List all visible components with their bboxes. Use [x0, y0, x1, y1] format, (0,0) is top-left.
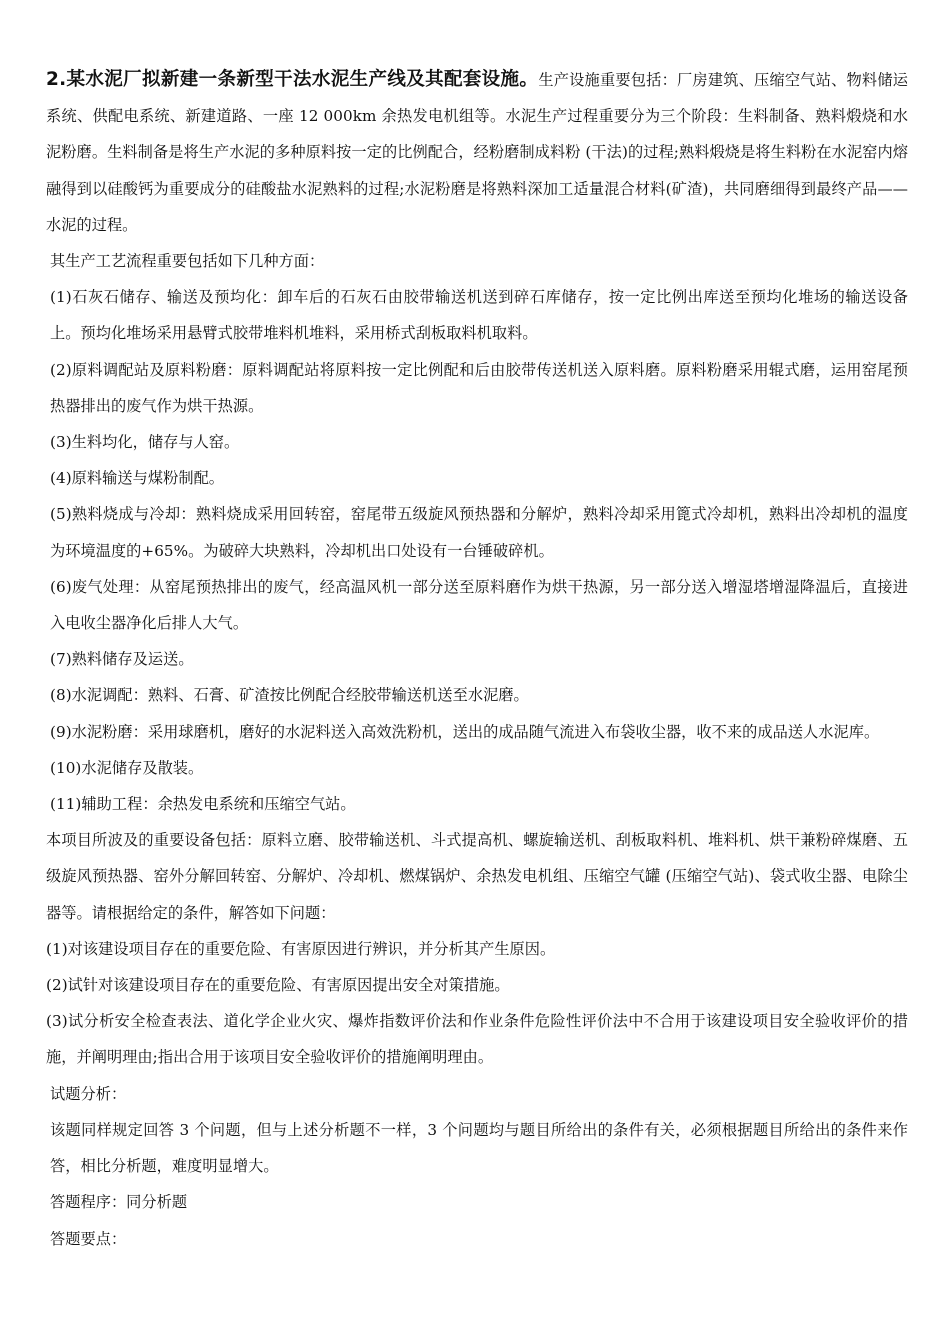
answer-key-points: 答题要点：	[50, 1229, 127, 1248]
process-step: (5)熟料烧成与冷却：熟料烧成采用回转窑，窑尾带五级旋风预热器和分解炉，熟料冷却采用篦式冷却机，熟料出冷却机的温度为环境温度的+65%。为破碎大块熟料，冷却机出口处设有一台锤破碎机。	[50, 505, 908, 560]
process-step: (4)原料输送与煤粉制配。	[50, 469, 225, 488]
process-step: (3)生料均化，储存与人窑。	[50, 433, 240, 452]
document-body	[46, 62, 908, 1257]
analysis-body: 该题同样规定回答 3 个问题，但与上述分析题不一样，3 个问题均与题目所给出的条件有关，必须根据题目所给出的条件来作答，相比分析题，难度明显增大。	[50, 1120, 908, 1176]
equipment-paragraph: 本项目所波及的重要设备包括：原料立磨、胶带输送机、斗式提高机、螺旋输送机、刮板取料机、堆料机、烘干兼粉碎煤磨、五级旋风预热器、窑外分解回转窑、分解炉、冷却机、燃煤锅炉、余热发电机组、压缩空气罐 (压缩空气站)、袋式收尘器、电除尘器等。请根据给定的条件，解答如下问题：	[46, 831, 908, 922]
process-step: (6)废气处理：从窑尾预热排出的废气，经高温风机一部分送至原料磨作为烘干热源，另一部分送入增湿塔增湿降温后，直接进入电收尘器净化后排人大气。	[50, 577, 908, 633]
process-step: (2)原料调配站及原料粉磨：原料调配站将原料按一定比例配和后由胶带传送机送入原料磨。原料粉磨采用辊式磨，运用窑尾预热器排出的废气作为烘干热源。	[50, 360, 908, 415]
question-title: 2.某水泥厂拟新建一条新型干法水泥生产线及其配套设施。	[46, 69, 539, 90]
process-step: (11)辅助工程：余热发电系统和压缩空气站。	[50, 795, 356, 814]
answer-procedure: 答题程序：同分析题	[50, 1193, 188, 1212]
analysis-title: 试题分析：	[50, 1084, 127, 1103]
process-step: (1)石灰石储存、输送及预均化：卸车后的石灰石由胶带输送机送到碎石库储存，按一定比例出库送至预均化堆场的输送设备上。预均化堆场采用悬臂式胶带堆料机堆料，采用桥式刮板取料机取料。	[50, 288, 908, 343]
process-step: (10)水泥储存及散装。	[50, 758, 204, 777]
question-item: (2)试针对该建设项目存在的重要危险、有害原因提出安全对策措施。	[46, 976, 510, 995]
process-intro: 其生产工艺流程重要包括如下几种方面：	[50, 252, 325, 271]
question-paragraph	[46, 62, 908, 243]
question-item: (3)试分析安全检查表法、道化学企业火灾、爆炸指数评价法和作业条件危险性评价法中不合用于该建设项目安全验收评价的措施，并阐明理由;指出合用于该项目安全验收评价的措施阐明理由。	[46, 1012, 908, 1067]
question-item: (1)对该建设项目存在的重要危险、有害原因进行辨识，并分析其产生原因。	[46, 939, 556, 958]
process-step: (8)水泥调配：熟料、石膏、矿渣按比例配合经胶带输送机送至水泥磨。	[50, 686, 529, 705]
intro-text: 生产设施重要包括：厂房建筑、压缩空气站、物料储运系统、供配电系统、新建道路、一座 12 000km 余热发电机组等。水泥生产过程重要分为三个阶段：生料制备、熟料煅烧和水泥粉磨。生料制备是将生产水泥的多种原料按一定的比例配合，经粉磨制成料粉 (干法)的过程;熟料煅烧是将生料粉在水泥窑内熔融得到以硅酸钙为重要成分的硅酸盐水泥熟料的过程;水泥粉磨是将熟料深加工适量混合材料(矿渣)，共同磨细得到最终产品——水泥的过程。	[46, 71, 908, 234]
process-step: (9)水泥粉磨：采用球磨机，磨好的水泥料送入高效洗粉机，送出的成品随气流进入布袋收尘器，收不来的成品送人水泥库。	[50, 722, 880, 741]
process-step: (7)熟料储存及运送。	[50, 650, 194, 669]
